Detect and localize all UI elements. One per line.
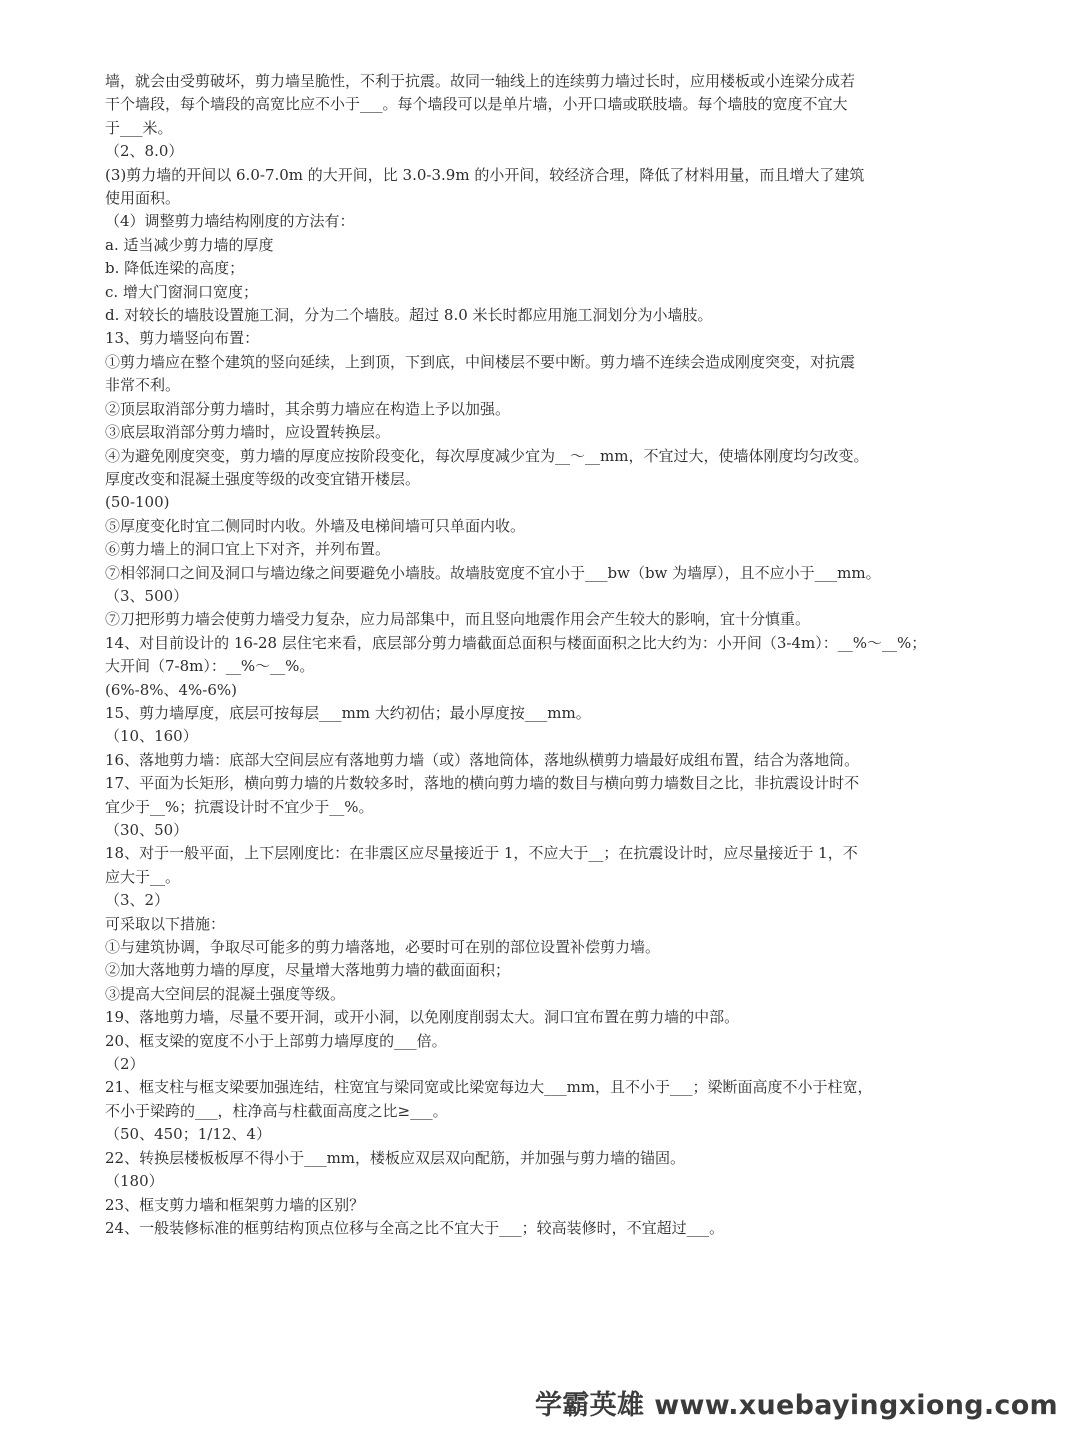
text-line: 于___米。	[105, 118, 173, 137]
answer-line: (50-100)	[105, 493, 170, 512]
text-line: ②顶层取消部分剪力墙时，其余剪力墙应在构造上予以加强。	[105, 399, 511, 418]
answer-line: （50、450；1/12、4）	[105, 1125, 271, 1144]
text-line: 20、框支梁的宽度不小于上部剪力墙厚度的___倍。	[105, 1031, 447, 1050]
text-line: (3)剪力墙的开间以 6.0-7.0m 的大开间，比 3.0-3.9m 的小开间，较经济合理，降低了材料用量，而且增大了建筑	[105, 165, 865, 184]
answer-line: （3、2）	[105, 891, 170, 910]
text-line: 15、剪力墙厚度，底层可按每层___mm 大约初估；最小厚度按___mm。	[105, 703, 591, 722]
text-line: ③底层取消部分剪力墙时，应设置转换层。	[105, 423, 391, 442]
text-line: 17、平面为长矩形，横向剪力墙的片数较多时，落地的横向剪力墙的数目与横向剪力墙数目之比，非抗震设计时不	[105, 774, 860, 793]
answer-line: （3、500）	[105, 586, 189, 605]
text-line: 24、一般装修标准的框剪结构顶点位移与全高之比不宜大于___；较高装修时，不宜超过___。	[105, 1218, 725, 1237]
text-line: c. 增大门窗洞口宽度；	[105, 282, 258, 301]
text-line: 厚度改变和混凝土强度等级的改变宜错开楼层。	[105, 469, 421, 488]
footer-brand: 学霸英雄	[535, 1390, 645, 1421]
answer-line: （30、50）	[105, 821, 189, 839]
text-line: 墙，就会由受剪破坏，剪力墙呈脆性，不利于抗震。故同一轴线上的连续剪力墙过长时，应用楼板或小连梁分成若	[105, 72, 856, 90]
text-line: 使用面积。	[105, 189, 181, 208]
text-line: ⑦相邻洞口之间及洞口与墙边缘之间要避免小墙肢。故墙肢宽度不宜小于___bw（bw 为墙厚），且不应小于___mm。	[105, 563, 881, 582]
answer-line: （2、8.0）	[105, 142, 184, 161]
text-line: 宜少于__%；抗震设计时不宜少于__%。	[105, 797, 374, 816]
footer-watermark	[535, 1383, 1058, 1422]
text-line: 干个墙段，每个墙段的高宽比应不小于___。每个墙段可以是单片墙，小开口墙或联肢墙。每个墙肢的宽度不宜大	[105, 95, 848, 114]
text-line: 23、框支剪力墙和框架剪力墙的区别？	[105, 1195, 365, 1214]
text-line: 大开间（7-8m）：__%～__%。	[105, 657, 315, 676]
text-line: 16、落地剪力墙：底部大空间层应有落地剪力墙（或）落地筒体，落地纵横剪力墙最好成组布置，结合为落地筒。	[105, 750, 860, 769]
text-line: ①剪力墙应在整个建筑的竖向延续，上到顶，下到底，中间楼层不要中断。剪力墙不连续会造成刚度突变，对抗震	[105, 352, 856, 371]
text-line: ①与建筑协调，争取尽可能多的剪力墙落地，必要时可在别的部位设置补偿剪力墙。	[105, 938, 661, 957]
answer-line: （2）	[105, 1055, 145, 1074]
text-line: ②加大落地剪力墙的厚度，尽量增大落地剪力墙的截面面积；	[105, 961, 511, 980]
footer-url[interactable]: www.xuebayingxiong.com	[654, 1390, 1058, 1421]
section-heading: 13、剪力墙竖向布置：	[105, 329, 260, 348]
text-line: ⑤厚度变化时宜二侧同时内收。外墙及电梯间墙可只单面内收。	[105, 516, 526, 535]
text-line: 可采取以下措施：	[105, 914, 226, 933]
answer-line: （10、160）	[105, 727, 198, 746]
text-line: 22、转换层楼板板厚不得小于___mm，楼板应双层双向配筋，并加强与剪力墙的锚固。	[105, 1148, 686, 1167]
text-line: 14、对目前设计的 16-28 层住宅来看，底层部分剪力墙截面总面积与楼面面积之比大约为：小开间（3-4m）：__%～__%；	[105, 633, 927, 652]
text-line: （4）调整剪力墙结构刚度的方法有：	[105, 212, 355, 231]
text-line: 19、落地剪力墙，尽量不要开洞，或开小洞，以免刚度削弱太大。洞口宜布置在剪力墙的中部。	[105, 1008, 740, 1027]
answer-line: (6%-8%、4%-6%)	[105, 680, 238, 699]
text-line: 非常不利。	[105, 376, 181, 395]
text-line: 18、对于一般平面，上下层刚度比：在非震区应尽量接近于 1，不应大于__；在抗震设计时，应尽量接近于 1，不	[105, 844, 858, 863]
text-line: 21、框支柱与框支梁要加强连结，柱宽宜与梁同宽或比梁宽每边大___mm，且不小于___；梁断面高度不小于柱宽，	[105, 1078, 873, 1097]
text-line: 应大于__。	[105, 867, 181, 886]
text-line: ④为避免刚度突变，剪力墙的厚度应按阶段变化，每次厚度减少宜为__～__mm，不宜过大，使墙体刚度均匀改变。	[105, 446, 869, 465]
text-line: 不小于梁跨的___，柱净高与柱截面高度之比≥___。	[105, 1101, 448, 1120]
text-line: d. 对较长的墙肢设置施工洞，分为二个墙肢。超过 8.0 米长时都应用施工洞划分为小墙肢。	[105, 306, 713, 325]
text-line: ⑥剪力墙上的洞口宜上下对齐，并列布置。	[105, 540, 391, 559]
text-line: ③提高大空间层的混凝土强度等级。	[105, 984, 346, 1003]
answer-line: （180）	[105, 1172, 164, 1191]
text-line: a. 适当减少剪力墙的厚度	[105, 235, 274, 254]
text-line: b. 降低连梁的高度；	[105, 259, 245, 278]
document-body	[105, 70, 985, 1240]
text-line: ⑦刀把形剪力墙会使剪力墙受力复杂，应力局部集中，而且竖向地震作用会产生较大的影响，宜十分慎重。	[105, 610, 811, 629]
